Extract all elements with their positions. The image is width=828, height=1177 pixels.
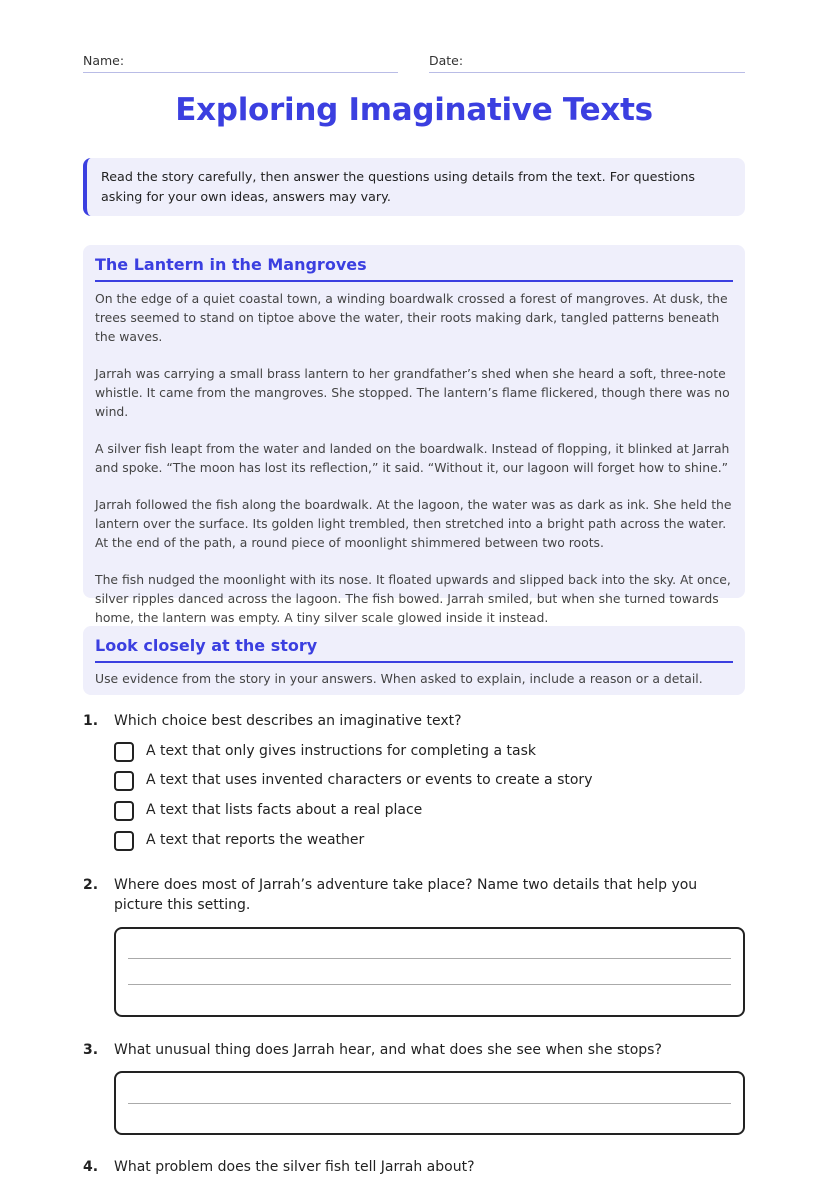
- header-fields: [83, 50, 745, 74]
- question-number: 4.: [83, 1159, 99, 1175]
- answer-box-3[interactable]: [114, 1071, 745, 1135]
- story-paragraph: A silver fish leapt from the water and landed on the boardwalk. Instead of flopping, it blinked at Jarrah and spoke. “The moon has lost its reflection,” it said. “Without it, our lagoon will forget how to shine.”: [95, 441, 730, 475]
- answer-box-2[interactable]: [114, 927, 745, 1017]
- option-label: A text that only gives instructions for completing a task: [146, 743, 536, 759]
- name-field[interactable]: [83, 50, 398, 73]
- answer-line: [128, 958, 731, 959]
- story-title: The Lantern in the Mangroves: [95, 255, 733, 282]
- look-closely-hint: Use evidence from the story in your answers. When asked to explain, include a reason or a detail.: [95, 671, 703, 686]
- answer-line: [128, 1103, 731, 1104]
- checkbox[interactable]: [114, 831, 134, 851]
- option-label: A text that reports the weather: [146, 832, 365, 848]
- story-box: [83, 245, 745, 625]
- question-text: Where does most of Jarrah’s adventure take place? Name two details that help you picture this setting.: [114, 877, 698, 913]
- checkbox[interactable]: [114, 801, 134, 821]
- story-paragraph: Jarrah followed the fish along the boardwalk. At the lagoon, the water was as dark as ink. She held the lantern over the surface. Its golden light trembled, then stretched into a bright path across the water. At the end of the path, a round piece of moonlight shimmered between two roots.: [95, 497, 732, 550]
- story-paragraph: Jarrah was carrying a small brass lantern to her grandfather’s shed when she heard a soft, three-note whistle. It came from the mangroves. She stopped. The lantern’s flame flickered, though there was no wind.: [95, 366, 730, 419]
- question-number: 2.: [83, 877, 99, 893]
- question-number: 1.: [83, 713, 99, 729]
- checkbox[interactable]: [114, 742, 134, 762]
- question-text: Which choice best describes an imaginative text?: [114, 713, 462, 729]
- look-closely-title: Look closely at the story: [95, 636, 733, 663]
- look-closely-box: [83, 626, 745, 695]
- story-paragraph: On the edge of a quiet coastal town, a winding boardwalk crossed a forest of mangroves. At dusk, the trees seemed to stand on tiptoe above the water, their roots making dark, tangled patterns beneath the waves.: [95, 291, 728, 344]
- date-field[interactable]: [429, 50, 745, 73]
- story-paragraph: The fish nudged the moonlight with its nose. It floated upwards and slipped back into the sky. At once, silver ripples danced across the lagoon. The fish bowed. Jarrah smiled, but when she turned towards home, the lantern was empty. A tiny silver scale glowed inside it instead.: [95, 572, 731, 625]
- option-label: A text that lists facts about a real place: [146, 802, 423, 818]
- instructions-box: Read the story carefully, then answer the questions using details from the text. For questions asking for your own ideas, answers may vary.: [83, 158, 745, 216]
- name-label: Name:: [83, 53, 125, 68]
- checkbox[interactable]: [114, 771, 134, 791]
- answer-line: [128, 984, 731, 985]
- question-text: What unusual thing does Jarrah hear, and what does she see when she stops?: [114, 1042, 662, 1058]
- page-title: Exploring Imaginative Texts: [175, 92, 653, 128]
- option-label: A text that uses invented characters or events to create a story: [146, 772, 593, 788]
- question-text: What problem does the silver fish tell Jarrah about?: [114, 1159, 475, 1175]
- question-number: 3.: [83, 1042, 99, 1058]
- date-label: Date:: [429, 53, 464, 68]
